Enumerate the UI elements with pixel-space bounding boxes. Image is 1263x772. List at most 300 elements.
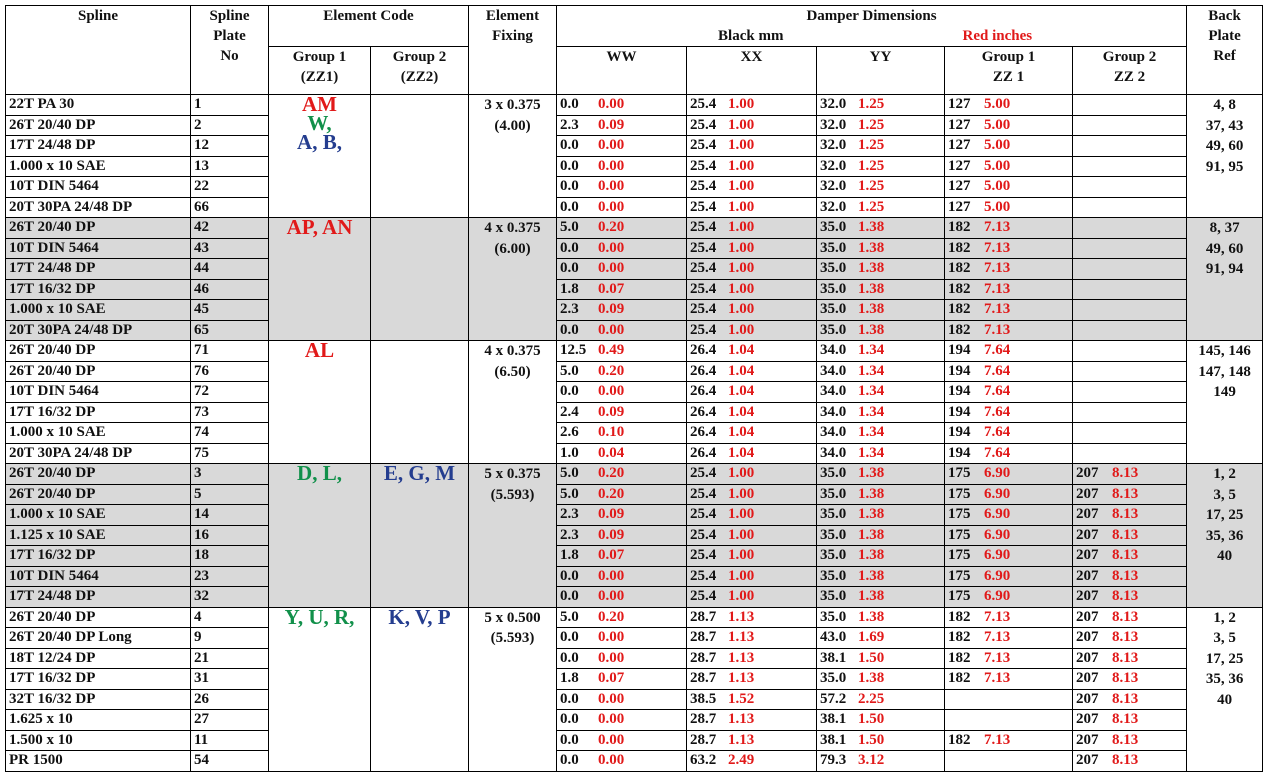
plate-number: 3: [194, 465, 202, 482]
ww-inch-value: 0.20: [598, 608, 625, 625]
spline-cell: [6, 566, 191, 587]
spline-cell: [6, 669, 191, 690]
g1-inch-value: 5.00: [984, 137, 1011, 154]
element-fixing-cell: [469, 464, 557, 608]
xx-cell: [687, 361, 817, 382]
g1-inch-value: 6.90: [984, 485, 1011, 502]
xx-mm-value: 25.4: [690, 465, 717, 482]
xx-inch-value: 1.00: [728, 526, 755, 543]
xx-mm-value: 25.4: [690, 96, 717, 113]
xx-inch-value: 1.00: [728, 178, 755, 195]
back-plate-ref: 49, 60: [1205, 240, 1244, 257]
yy-mm-value: 34.0: [820, 342, 847, 359]
spline-name: 17T 24/48 DP: [9, 588, 96, 605]
back-plate-ref: 40: [1217, 548, 1233, 564]
spline-name: 20T 30PA 24/48 DP: [9, 198, 133, 215]
xx-mm-value: 25.4: [690, 485, 717, 502]
yy-mm-value: 34.0: [820, 403, 847, 420]
element-code-group1: AM: [302, 94, 337, 116]
g1-inch-value: 7.13: [984, 219, 1011, 236]
yy-cell: [817, 669, 945, 690]
spline-name: 1.000 x 10 SAE: [9, 301, 106, 318]
element-fixing-line2: (5.593): [490, 630, 535, 646]
element-fixing-line2: (4.00): [494, 117, 531, 134]
ww-mm-value: 5.0: [560, 485, 579, 502]
element-fixing-line1: 4 x 0.375: [484, 220, 541, 236]
header-red-inches-label: Red inches: [962, 28, 1033, 44]
xx-mm-value: 25.4: [690, 506, 717, 523]
yy-mm-value: 35.0: [820, 526, 847, 543]
dd-group1-cell: [945, 669, 1073, 690]
ww-mm-value: 0.0: [560, 752, 579, 769]
xx-mm-value: 26.4: [690, 362, 717, 379]
yy-inch-value: 1.34: [858, 424, 885, 441]
element-fixing-cell: [469, 607, 557, 771]
dd-group2-cell: [1073, 648, 1187, 669]
back-plate-ref: 8, 37: [1209, 220, 1240, 236]
spline-name: 10T DIN 5464: [9, 239, 99, 256]
dd-group2-cell: [1073, 505, 1187, 526]
yy-cell: [817, 443, 945, 464]
yy-cell: [817, 136, 945, 157]
back-plate-ref: 35, 36: [1205, 671, 1244, 687]
dd-group1-cell: [945, 402, 1073, 423]
yy-inch-value: 1.38: [858, 485, 885, 502]
plate-number: 5: [194, 485, 202, 502]
spline-name: 26T 20/40 DP: [9, 219, 96, 236]
g1-inch-value: 7.64: [984, 383, 1011, 400]
back-plate-ref-cell: [1187, 95, 1263, 218]
plate-number: 31: [194, 670, 209, 687]
g1-inch-value: 7.13: [984, 239, 1011, 256]
spline-name: 1.000 x 10 SAE: [9, 157, 106, 174]
g1-mm-value: 182: [948, 301, 971, 318]
spline-name: 26T 20/40 DP: [9, 116, 96, 133]
back-plate-ref: 17, 25: [1205, 507, 1244, 523]
ww-inch-value: 0.00: [598, 690, 625, 707]
dd-group2-cell: [1073, 361, 1187, 382]
ww-mm-value: 0.0: [560, 567, 579, 584]
spline-cell: [6, 484, 191, 505]
header-group1: [269, 47, 371, 95]
element-code-group2-cell: [371, 464, 469, 608]
table-row: [6, 320, 1263, 341]
yy-cell: [817, 730, 945, 751]
ww-inch-value: 0.00: [598, 711, 625, 728]
plate-number: 1: [194, 96, 202, 113]
xx-mm-value: 26.4: [690, 403, 717, 420]
spline-name: 17T 24/48 DP: [9, 137, 96, 154]
plate-number: 13: [194, 157, 209, 174]
spline-name: 17T 16/32 DP: [9, 547, 96, 564]
g1-mm-value: 182: [948, 608, 971, 625]
g2-mm-value: 207: [1076, 629, 1099, 646]
element-code-group2-cell: [371, 607, 469, 771]
xx-mm-value: 28.7: [690, 670, 717, 687]
plate-cell: [191, 443, 269, 464]
g1-inch-value: 6.90: [984, 526, 1011, 543]
xx-cell: [687, 382, 817, 403]
yy-cell: [817, 689, 945, 710]
xx-mm-value: 26.4: [690, 342, 717, 359]
xx-inch-value: 1.00: [728, 239, 755, 256]
ww-mm-value: 0.0: [560, 321, 579, 338]
yy-inch-value: 1.34: [858, 362, 885, 379]
ww-mm-value: 5.0: [560, 362, 579, 379]
yy-cell: [817, 218, 945, 239]
spline-cell: [6, 710, 191, 731]
xx-mm-value: 28.7: [690, 711, 717, 728]
yy-mm-value: 35.0: [820, 280, 847, 297]
ww-mm-value: 5.0: [560, 219, 579, 236]
g1-inch-value: 7.64: [984, 362, 1011, 379]
xx-cell: [687, 443, 817, 464]
plate-number: 23: [194, 567, 209, 584]
xx-inch-value: 1.00: [728, 96, 755, 113]
table-row: [6, 238, 1263, 259]
xx-mm-value: 25.4: [690, 588, 717, 605]
ww-cell: [557, 136, 687, 157]
plate-cell: [191, 669, 269, 690]
table-row: [6, 710, 1263, 731]
dd-group1-cell: [945, 238, 1073, 259]
yy-inch-value: 1.38: [858, 301, 885, 318]
yy-cell: [817, 115, 945, 136]
dd-group1-cell: [945, 95, 1073, 116]
yy-mm-value: 34.0: [820, 444, 847, 461]
xx-cell: [687, 689, 817, 710]
g2-inch-value: 8.13: [1112, 629, 1139, 646]
back-plate-ref: 145, 146: [1198, 343, 1251, 359]
ww-mm-value: 0.0: [560, 137, 579, 154]
element-code-group1: Y, U, R,: [284, 607, 355, 629]
dd-group1-cell: [945, 423, 1073, 444]
yy-cell: [817, 95, 945, 116]
spline-cell: [6, 648, 191, 669]
element-code-group2-cell: [371, 341, 469, 464]
plate-cell: [191, 218, 269, 239]
ww-mm-value: 0.0: [560, 96, 579, 113]
g2-mm-value: 207: [1076, 485, 1099, 502]
ww-mm-value: 2.3: [560, 526, 579, 543]
plate-cell: [191, 259, 269, 280]
xx-inch-value: 1.00: [728, 567, 755, 584]
plate-cell: [191, 566, 269, 587]
xx-cell: [687, 279, 817, 300]
table-row: [6, 136, 1263, 157]
ww-cell: [557, 607, 687, 628]
xx-inch-value: 1.04: [728, 383, 755, 400]
plate-number: 32: [194, 588, 209, 605]
xx-inch-value: 1.13: [728, 608, 755, 625]
ww-mm-value: 0.0: [560, 239, 579, 256]
spline-name: 17T 16/32 DP: [9, 403, 96, 420]
g1-mm-value: 175: [948, 547, 971, 564]
xx-inch-value: 1.00: [728, 157, 755, 174]
xx-cell: [687, 320, 817, 341]
element-code-group2: E, G, M: [383, 463, 456, 485]
plate-number: 66: [194, 198, 209, 215]
g1-inch-value: 6.90: [984, 465, 1011, 482]
spline-name: 1.625 x 10: [9, 711, 73, 728]
plate-cell: [191, 730, 269, 751]
g1-mm-value: 182: [948, 731, 971, 748]
yy-inch-value: 1.38: [858, 239, 885, 256]
element-fixing-line1: 5 x 0.375: [484, 466, 541, 482]
element-code-group1-line2: W,: [307, 111, 332, 135]
ww-inch-value: 0.20: [598, 362, 625, 379]
spline-name: 22T PA 30: [9, 96, 75, 113]
plate-number: 12: [194, 137, 209, 154]
element-fixing-line2: (6.50): [494, 363, 531, 380]
element-fixing-cell: [469, 218, 557, 341]
ww-mm-value: 2.3: [560, 506, 579, 523]
g2-mm-value: 207: [1076, 608, 1099, 625]
plate-cell: [191, 320, 269, 341]
table-row: [6, 648, 1263, 669]
plate-cell: [191, 95, 269, 116]
yy-cell: [817, 484, 945, 505]
xx-inch-value: 1.00: [728, 116, 755, 133]
g1-mm-value: 127: [948, 96, 971, 113]
spline-cell: [6, 751, 191, 772]
header-element-fixing-line2: Fixing: [492, 28, 533, 44]
ww-inch-value: 0.07: [598, 280, 625, 297]
yy-inch-value: 1.69: [858, 629, 885, 646]
header-damper-dimensions: [557, 6, 1187, 27]
ww-cell: [557, 279, 687, 300]
yy-mm-value: 35.0: [820, 547, 847, 564]
element-code-group1: AL: [304, 340, 335, 362]
xx-inch-value: 1.13: [728, 670, 755, 687]
xx-cell: [687, 525, 817, 546]
ww-cell: [557, 95, 687, 116]
dd-group2-cell: [1073, 546, 1187, 567]
ww-inch-value: 0.20: [598, 219, 625, 236]
table-row: [6, 566, 1263, 587]
back-plate-ref: 1, 2: [1213, 609, 1236, 626]
g2-mm-value: 207: [1076, 690, 1099, 707]
ww-mm-value: 1.8: [560, 547, 579, 564]
yy-inch-value: 1.34: [858, 444, 885, 461]
header-damper-dimensions-label: Damper Dimensions: [806, 8, 937, 24]
xx-mm-value: 25.4: [690, 321, 717, 338]
header-xx-label: XX: [740, 49, 763, 65]
plate-number: 45: [194, 301, 209, 318]
dd-group1-cell: [945, 259, 1073, 280]
yy-cell: [817, 648, 945, 669]
header-dd-group2-line2: ZZ 2: [1113, 69, 1146, 85]
xx-mm-value: 25.4: [690, 260, 717, 277]
xx-cell: [687, 669, 817, 690]
ww-inch-value: 0.00: [598, 752, 625, 769]
ww-mm-value: 0.0: [560, 629, 579, 646]
g1-mm-value: 175: [948, 526, 971, 543]
yy-inch-value: 1.50: [858, 711, 885, 728]
xx-cell: [687, 341, 817, 362]
g2-mm-value: 207: [1076, 731, 1099, 748]
back-plate-ref: 3, 5: [1213, 630, 1236, 646]
back-plate-ref: 91, 95: [1205, 158, 1244, 175]
xx-cell: [687, 218, 817, 239]
element-code-group1-cell: [269, 607, 371, 771]
spline-name: 17T 16/32 DP: [9, 670, 96, 687]
yy-mm-value: 38.1: [820, 731, 847, 748]
ww-inch-value: 0.07: [598, 547, 625, 564]
g1-inch-value: 5.00: [984, 116, 1011, 133]
header-spline-label: Spline: [77, 8, 119, 24]
ww-cell: [557, 197, 687, 218]
dd-group1-cell: [945, 341, 1073, 362]
xx-cell: [687, 730, 817, 751]
yy-cell: [817, 505, 945, 526]
dd-group2-cell: [1073, 238, 1187, 259]
yy-inch-value: 1.34: [858, 383, 885, 400]
yy-cell: [817, 320, 945, 341]
yy-cell: [817, 546, 945, 567]
xx-inch-value: 1.04: [728, 444, 755, 461]
plate-cell: [191, 423, 269, 444]
dd-group1-cell: [945, 587, 1073, 608]
yy-cell: [817, 464, 945, 485]
header-group1-line2: (ZZ1): [300, 69, 339, 85]
g2-inch-value: 8.13: [1112, 485, 1139, 502]
yy-inch-value: 1.25: [858, 137, 885, 154]
ww-cell: [557, 751, 687, 772]
dd-group2-cell: [1073, 587, 1187, 608]
back-plate-ref: 17, 25: [1205, 650, 1244, 667]
yy-cell: [817, 751, 945, 772]
xx-mm-value: 25.4: [690, 280, 717, 297]
dd-group2-cell: [1073, 525, 1187, 546]
yy-cell: [817, 587, 945, 608]
plate-number: 74: [194, 424, 209, 441]
g2-mm-value: 207: [1076, 649, 1099, 666]
xx-cell: [687, 648, 817, 669]
spline-name: 26T 20/40 DP: [9, 465, 96, 482]
ww-cell: [557, 238, 687, 259]
dd-group1-cell: [945, 218, 1073, 239]
dd-group2-cell: [1073, 669, 1187, 690]
dd-group2-cell: [1073, 156, 1187, 177]
xx-inch-value: 1.00: [728, 280, 755, 297]
g2-inch-value: 8.13: [1112, 649, 1139, 666]
yy-mm-value: 35.0: [820, 608, 847, 625]
back-plate-ref-cell: [1187, 218, 1263, 341]
g2-inch-value: 8.13: [1112, 608, 1139, 625]
yy-cell: [817, 238, 945, 259]
g2-inch-value: 8.13: [1112, 731, 1139, 748]
spline-cell: [6, 197, 191, 218]
ww-inch-value: 0.07: [598, 670, 625, 687]
yy-inch-value: 1.38: [858, 321, 885, 338]
xx-inch-value: 1.00: [728, 260, 755, 277]
xx-mm-value: 25.4: [690, 219, 717, 236]
xx-mm-value: 25.4: [690, 547, 717, 564]
g2-mm-value: 207: [1076, 506, 1099, 523]
yy-inch-value: 1.50: [858, 649, 885, 666]
xx-cell: [687, 259, 817, 280]
g1-inch-value: 6.90: [984, 588, 1011, 605]
plate-cell: [191, 177, 269, 198]
xx-inch-value: 1.00: [728, 301, 755, 318]
g1-mm-value: 127: [948, 116, 971, 133]
spline-cell: [6, 156, 191, 177]
spline-name: 10T DIN 5464: [9, 383, 99, 400]
xx-inch-value: 1.52: [728, 690, 755, 707]
yy-mm-value: 32.0: [820, 198, 847, 215]
plate-number: 9: [194, 629, 202, 646]
spline-name: 26T 20/40 DP: [9, 608, 96, 625]
yy-cell: [817, 259, 945, 280]
xx-inch-value: 1.00: [728, 465, 755, 482]
dd-group2-cell: [1073, 730, 1187, 751]
back-plate-ref: 147, 148: [1198, 363, 1251, 380]
element-code-group1-cell: [269, 464, 371, 608]
ww-cell: [557, 320, 687, 341]
spline-cell: [6, 341, 191, 362]
yy-mm-value: 34.0: [820, 383, 847, 400]
dd-group1-cell: [945, 300, 1073, 321]
spline-cell: [6, 546, 191, 567]
ww-cell: [557, 156, 687, 177]
element-code-group1-cell: [269, 218, 371, 341]
yy-inch-value: 1.38: [858, 670, 885, 687]
back-plate-ref: 149: [1213, 384, 1236, 400]
xx-mm-value: 25.4: [690, 301, 717, 318]
table-row: [6, 423, 1263, 444]
ww-cell: [557, 259, 687, 280]
plate-number: 43: [194, 239, 209, 256]
table-body: [6, 95, 1263, 772]
dd-group2-cell: [1073, 279, 1187, 300]
dd-group1-cell: [945, 648, 1073, 669]
plate-number: 22: [194, 178, 209, 195]
yy-mm-value: 35.0: [820, 301, 847, 318]
dd-group2-cell: [1073, 443, 1187, 464]
xx-cell: [687, 464, 817, 485]
back-plate-ref: 1, 2: [1213, 466, 1236, 482]
header-dd-group1: [945, 47, 1073, 95]
spline-cell: [6, 464, 191, 485]
header-ww-label: WW: [606, 49, 637, 65]
ww-mm-value: 2.4: [560, 403, 579, 420]
ww-mm-value: 0.0: [560, 649, 579, 666]
plate-cell: [191, 402, 269, 423]
spline-name: PR 1500: [9, 752, 63, 769]
g1-mm-value: 182: [948, 629, 971, 646]
ww-cell: [557, 443, 687, 464]
ww-mm-value: 0.0: [560, 157, 579, 174]
plate-number: 73: [194, 403, 209, 420]
ww-cell: [557, 423, 687, 444]
g1-inch-value: 7.64: [984, 444, 1011, 461]
dd-group1-cell: [945, 484, 1073, 505]
xx-inch-value: 1.04: [728, 403, 755, 420]
spline-name: 10T DIN 5464: [9, 178, 99, 195]
spline-name: 32T 16/32 DP: [9, 690, 96, 707]
g1-mm-value: 182: [948, 670, 971, 687]
dd-group2-cell: [1073, 566, 1187, 587]
ww-cell: [557, 115, 687, 136]
dd-group1-cell: [945, 361, 1073, 382]
xx-cell: [687, 156, 817, 177]
yy-inch-value: 1.38: [858, 608, 885, 625]
table-row: [6, 751, 1263, 772]
ww-cell: [557, 218, 687, 239]
header-dd-group1-line2: ZZ 1: [992, 69, 1025, 85]
xx-inch-value: 1.00: [728, 137, 755, 154]
